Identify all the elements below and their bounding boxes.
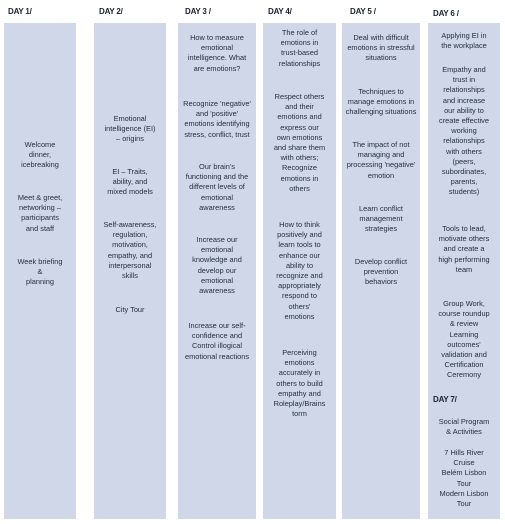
day-2-item: City Tour (115, 305, 145, 314)
day-4-item: Perceiving emotions accurately in others to build empathy and Roleplay/Brains torm (273, 348, 326, 419)
day-4-heading: DAY 4/ (268, 7, 292, 16)
day-6-item: Applying EI in the workplace (441, 31, 487, 51)
day-5-item: Learn conflict management strategies (359, 204, 403, 234)
day-6-item: Tools to lead, motivate others and create a high performing team (438, 224, 490, 274)
day-7-item: Social Program & Activities (438, 417, 490, 437)
day-6-heading: DAY 6 / (433, 9, 459, 18)
day-4-item: The role of emotions in trust-based relationships (278, 28, 321, 68)
day-1-item: Week briefing & planning (17, 257, 63, 287)
day-2-item: Emotional intelligence (EI) – origins (104, 114, 156, 144)
day-5-column (342, 23, 420, 519)
day-2-item: Self-awareness, regulation, motivation, empathy, and interpersonal skills (103, 220, 157, 281)
day-7-heading: DAY 7/ (433, 395, 457, 404)
day-1-column (4, 23, 76, 519)
day-5-item: The impact of not managing and processing 'negative' emotion (346, 140, 416, 180)
day-5-item: Deal with difficult emotions in stressful situations (347, 33, 415, 63)
day-6-item: Group Work, course roundup & review Learning outcomes' validation and Certification Ceremony (438, 299, 490, 380)
day-7-item: 7 Hills River Cruise Belém Lisbon Tour Modern Lisbon Tour (439, 448, 489, 509)
day-5-heading: DAY 5 / (350, 7, 376, 16)
day-4-item: How to think positively and learn tools to enhance our ability to recognize and appropriately respond to others' emotions (276, 220, 323, 321)
day-3-item: Recognize 'negative' and 'positive' emotions identifying stress, conflict, trust (183, 99, 251, 139)
day-3-item: Our brain's functioning and the different levels of emotional awareness (185, 162, 249, 212)
day-2-column (94, 23, 166, 519)
day-2-heading: DAY 2/ (99, 7, 123, 16)
day-2-item: EI – Traits, ability, and mixed models (107, 167, 153, 197)
day-1-item: Welcome dinner, icebreaking (21, 140, 59, 170)
day-4-item: Respect others and their emotions and express our own emotions and share them with others; Recognize emotions in others (273, 92, 326, 193)
day-5-item: Develop conflict prevention behaviors (354, 257, 408, 287)
day-1-heading: DAY 1/ (8, 7, 32, 16)
day-6-column (428, 23, 500, 519)
day-3-item: Increase our emotional knowledge and develop our emotional awareness (192, 235, 242, 296)
day-3-item: How to measure emotional intelligence. What are emotions? (187, 33, 247, 73)
day-3-column (178, 23, 256, 519)
day-4-column (263, 23, 336, 519)
day-1-item: Meet & greet, networking – participants and staff (17, 193, 63, 233)
day-3-heading: DAY 3 / (185, 7, 211, 16)
day-6-item: Empathy and trust in relationships and increase our ability to create effective working relationships with others (peers, subordinates, parents, students) (439, 65, 489, 197)
day-5-item: Techniques to manage emotions in challenging situations (345, 87, 417, 117)
day-3-item: Increase our self- confidence and Control illogical emotional reactions (184, 321, 250, 361)
